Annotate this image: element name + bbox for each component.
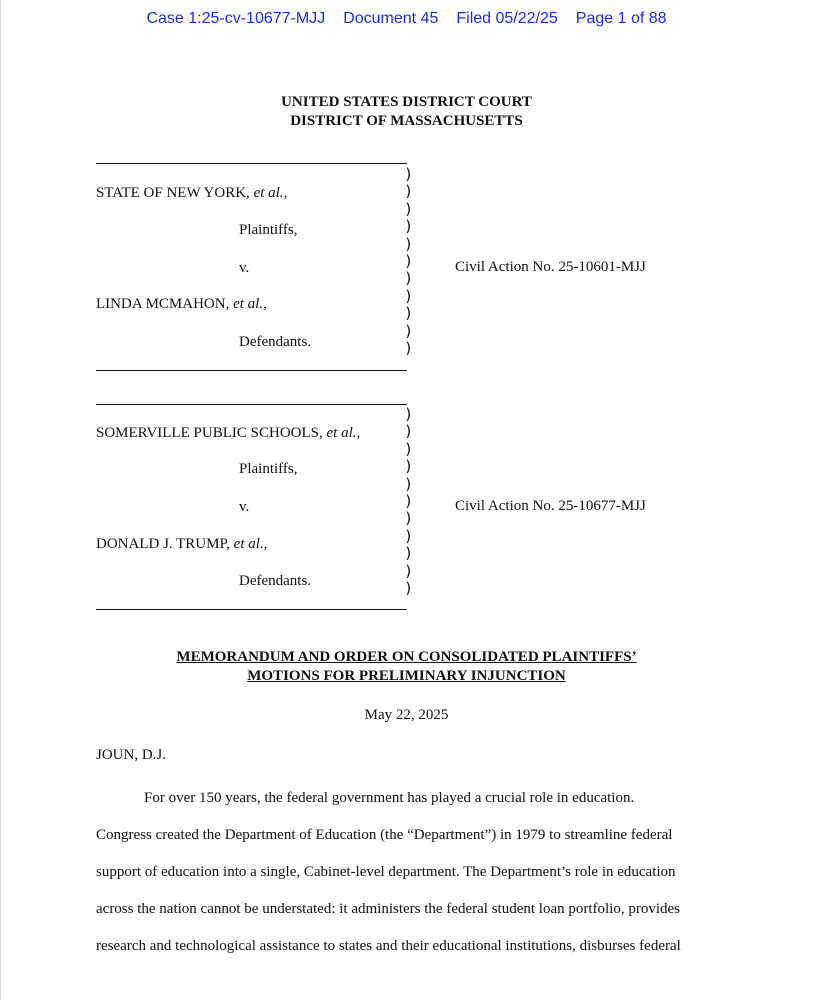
court-name: UNITED STATES DISTRICT COURT — [281, 94, 532, 110]
page-number: Page 1 of 88 — [575, 10, 667, 27]
caption-parens: ) ) ) ) ) ) ) ) ) ) ) — [404, 405, 414, 598]
opinion-body — [96, 780, 722, 965]
defendants-label: Defendants. — [239, 573, 312, 589]
civil-action-number: Civil Action No. 25-10677-MJJ — [455, 498, 646, 514]
ecf-header — [0, 10, 813, 28]
body-line: research and technological assistance to states and their educational institutions, disburses federal — [96, 938, 681, 954]
judge-name: JOUN, D.J. — [96, 747, 167, 763]
court-district: DISTRICT OF MASSACHUSETTS — [290, 113, 523, 129]
body-line: Congress created the Department of Education (the “Department”) in 1979 to streamline federal — [96, 827, 673, 843]
order-date: May 22, 2025 — [364, 707, 449, 723]
court-caption — [0, 93, 813, 131]
memorandum-title: MEMORANDUM AND ORDER ON CONSOLIDATED PLAINTIFFS’ MOTIONS FOR PRELIMINARY INJUNCTION — [176, 649, 637, 684]
plaintiffs-label: Plaintiffs, — [239, 222, 298, 238]
caption-rule-top — [96, 404, 407, 405]
plaintiffs-label: Plaintiffs, — [239, 461, 298, 477]
caption-rule-top — [96, 163, 407, 164]
body-line: For over 150 years, the federal government has played a crucial role in education. — [144, 790, 635, 806]
case-number: Case 1:25-cv-10677-MJJ — [146, 10, 326, 27]
defendants-label: Defendants. — [239, 334, 312, 350]
defendant-name: DONALD J. TRUMP, et al., — [96, 536, 268, 552]
body-line: support of education into a single, Cabinet-level department. The Department’s role in education — [96, 864, 676, 880]
document-number: Document 45 — [343, 10, 439, 27]
filed-date: Filed 05/22/25 — [456, 10, 558, 27]
caption-parens: ) ) ) ) ) ) ) ) ) ) ) — [404, 165, 414, 358]
caption-rule-bottom — [96, 609, 407, 610]
plaintiff-name: STATE OF NEW YORK, et al., — [96, 185, 288, 201]
versus: v. — [239, 499, 250, 515]
defendant-name: LINDA MCMAHON, et al., — [96, 296, 267, 312]
versus: v. — [239, 260, 250, 276]
page-edge — [0, 0, 1, 1000]
body-line: across the nation cannot be understated: it administers the federal student loan portfolio, provides — [96, 901, 681, 917]
plaintiff-name: SOMERVILLE PUBLIC SCHOOLS, et al., — [96, 425, 361, 441]
caption-rule-bottom — [96, 370, 407, 371]
civil-action-number: Civil Action No. 25-10601-MJJ — [455, 259, 646, 275]
